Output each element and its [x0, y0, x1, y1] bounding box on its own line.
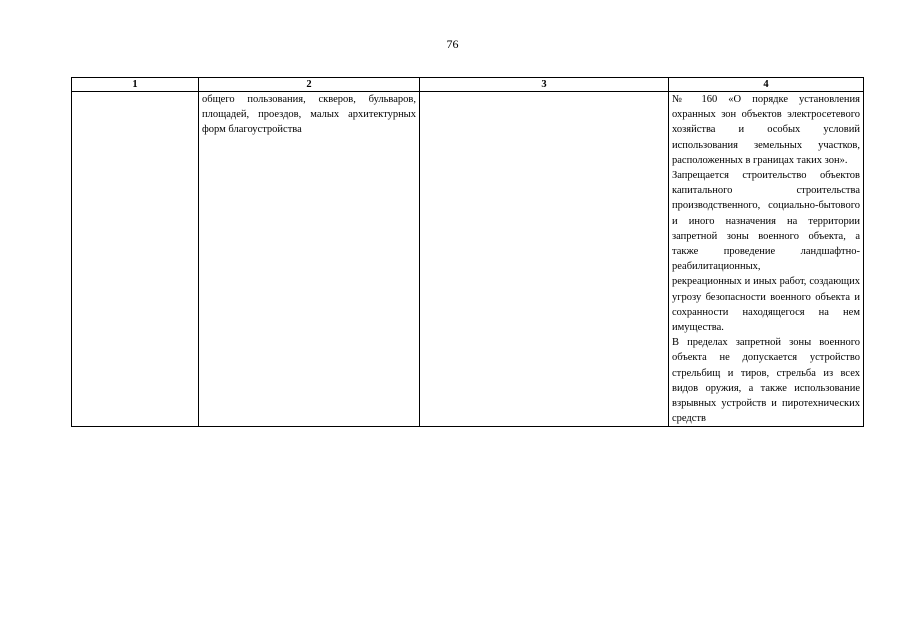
cell-col4-paragraph: В пределах запретной зоны военного объекта не допускается устройство стрельбищ и тиров, стрельба из всех видов оружия, а также использование взрывных устройств и пиротехнических средств	[672, 337, 860, 425]
cell-col2	[199, 92, 420, 427]
cell-col4-paragraph: Запрещается строительство объектов капитального строительства производственного, социально-бытового и иного назначения на территории запретной зоны военного объекта, а также проведение ландшафтно-реабилитационных,	[672, 170, 860, 273]
cell-col4-paragraph: № 160 «О порядке установления охранных зон объектов электросетевого хозяйства и особых условий использования земельных участков, расположенных в границах таких зон».	[672, 94, 860, 166]
column-header-4: 4	[669, 78, 864, 92]
column-header-3: 3	[420, 78, 669, 92]
cell-col4-paragraph: рекреационных и иных работ, создающих угрозу безопасности военного объекта и сохранности находящегося на нем имущества.	[672, 276, 860, 334]
page-number: 76	[446, 37, 459, 51]
cell-col4	[669, 92, 864, 427]
cell-col3	[420, 92, 669, 427]
cell-col1	[72, 92, 199, 427]
column-header-1: 1	[72, 78, 199, 92]
cell-col2-text: общего пользования, скверов, бульваров, площадей, проездов, малых архитектурных форм благоустройства	[202, 94, 416, 136]
column-header-2: 2	[199, 78, 420, 92]
table-header-row	[72, 78, 864, 92]
regulation-table	[71, 77, 864, 427]
table-row	[72, 92, 864, 427]
